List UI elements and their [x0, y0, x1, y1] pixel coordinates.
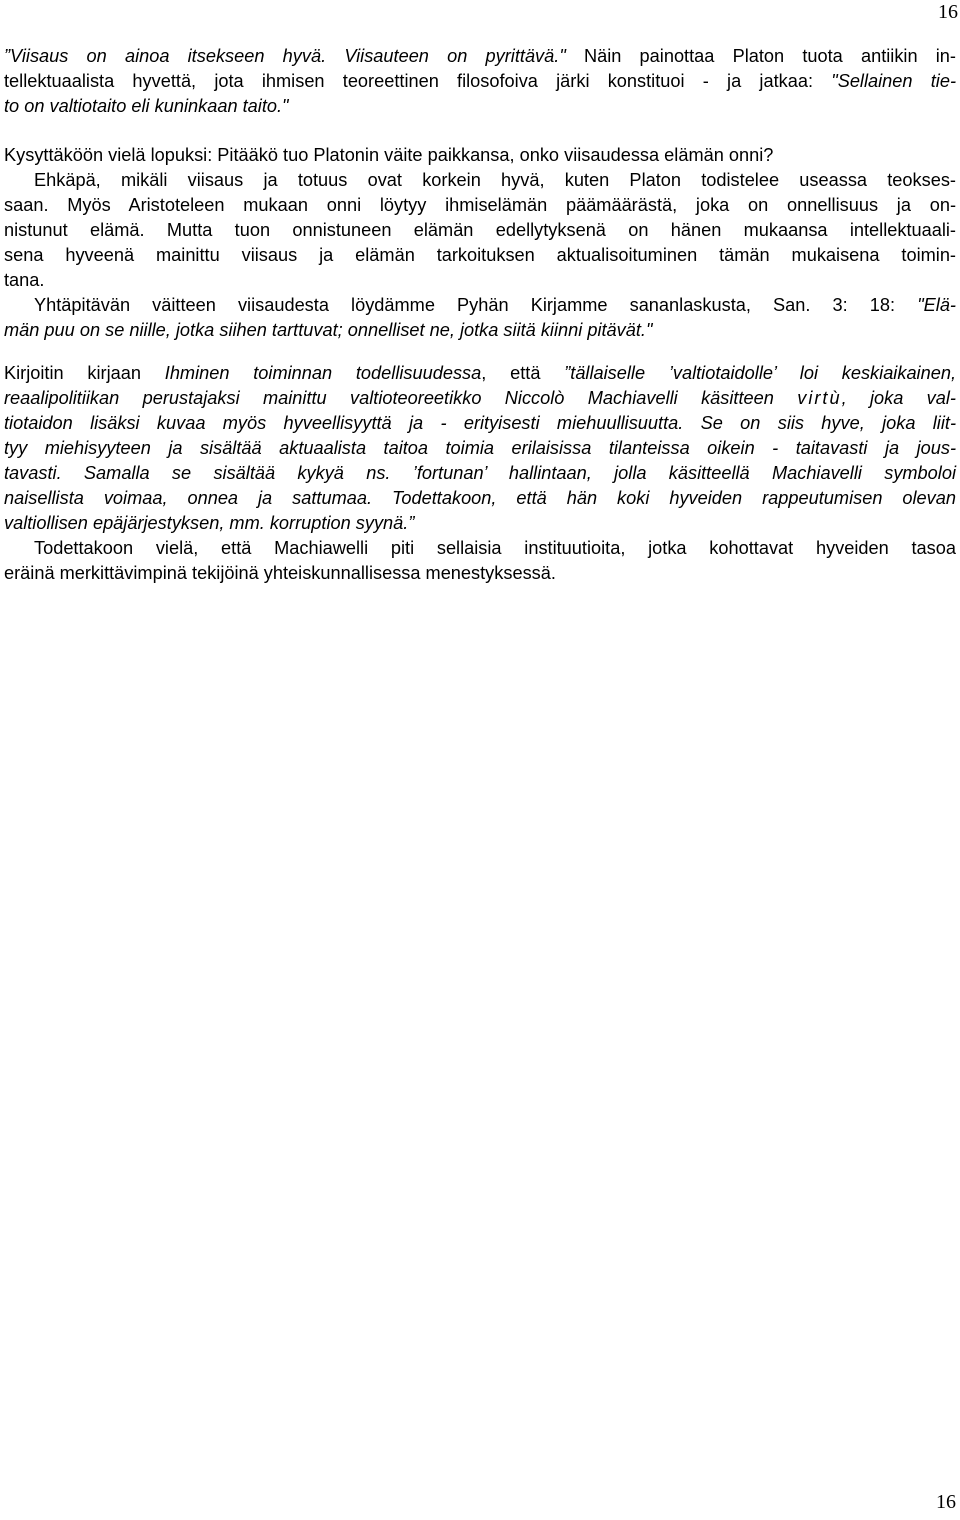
text-line: tyy miehisyyteen ja sisältää aktuaalista taitoa toimia erilaisissa tilanteissa oikein - taitavasti ja jous-	[4, 438, 956, 458]
text-line: valtiollisen epäjärjestyksen, mm. korruption syynä.”	[4, 513, 415, 533]
text-line: to on valtiotaito eli kuninkaan taito."	[4, 96, 289, 116]
text-line: reaalipolitiikan perustajaksi mainittu valtioteoreetikko Niccolò Machiavelli käsitteen virtù, joka val-	[4, 388, 956, 408]
paragraph-platon-quote	[4, 44, 956, 119]
text-line: Kysyttäköön vielä lopuksi: Pitääkö tuo Platonin väite paikkansa, onko viisaudessa elämän onni?	[4, 145, 774, 165]
text-line: eräinä merkittävimpinä tekijöinä yhteiskunnallisessa menestyksessä.	[4, 563, 556, 583]
page-number-bottom: 16	[936, 1491, 956, 1513]
text-line: Ehkäpä, mikäli viisaus ja totuus ovat korkein hyvä, kuten Platon todistelee useassa teokses-	[34, 170, 956, 190]
text-line: nistunut elämä. Mutta tuon onnistuneen elämän edellytyksenä on hänen mukaansa intellektuaali-	[4, 220, 956, 240]
text-line: män puu on se niille, jotka siihen tarttuvat; onnelliset ne, jotka siitä kiinni pitävät."	[4, 320, 653, 340]
text-line: tellektuaalista hyvettä, jota ihmisen teoreettinen filosofoiva järki konstituoi - ja jatkaa: "Sellainen tie-	[4, 71, 957, 91]
text-line: Yhtäpitävän väitteen viisaudesta löydämme Pyhän Kirjamme sananlaskusta, San. 3: 18: "Elä-	[34, 295, 956, 315]
text-line: sena hyveenä mainittu viisaus ja elämän tarkoituksen aktualisoituminen tämän mukaisena toimin-	[4, 245, 956, 265]
text-line: tiotaidon lisäksi kuvaa myös hyveellisyyttä ja - erityisesti miehuullisuutta. Se on siis hyve, joka liit-	[4, 413, 956, 433]
text-line: Todettakoon vielä, että Machiawelli piti sellaisia instituutioita, jotka kohottavat hyveiden tasoa	[34, 538, 956, 558]
book-title: Ihminen toiminnan todellisuudessa	[164, 363, 482, 383]
text-line: tana.	[4, 270, 45, 290]
text-line: Kirjoitin kirjaan Ihminen toiminnan todellisuudessa, että ”tällaiselle ’valtiotaidolle’ loi keskiaikainen,	[4, 363, 956, 383]
text-line: ”Viisaus on ainoa itsekseen hyvä. Viisauteen on pyrittävä." Näin painottaa Platon tuota antiikin in-	[4, 46, 956, 66]
text-line: naisellista voimaa, onnea ja sattumaa. Todettakoon, että hän koki hyveiden rappeutumisen olevan	[4, 488, 956, 508]
paragraph-question	[4, 143, 956, 343]
text-line: saan. Myös Aristoteleen mukaan onni löytyy ihmiselämän päämäärästä, joka on onnellisuus ja on-	[4, 195, 956, 215]
paragraph-machiavelli	[4, 361, 956, 586]
page-number-top: 16	[938, 1, 958, 23]
text-line: tavasti. Samalla se sisältää kykyä ns. ’fortunan’ hallintaan, jolla käsitteellä Machiavelli symboloi	[4, 463, 956, 483]
